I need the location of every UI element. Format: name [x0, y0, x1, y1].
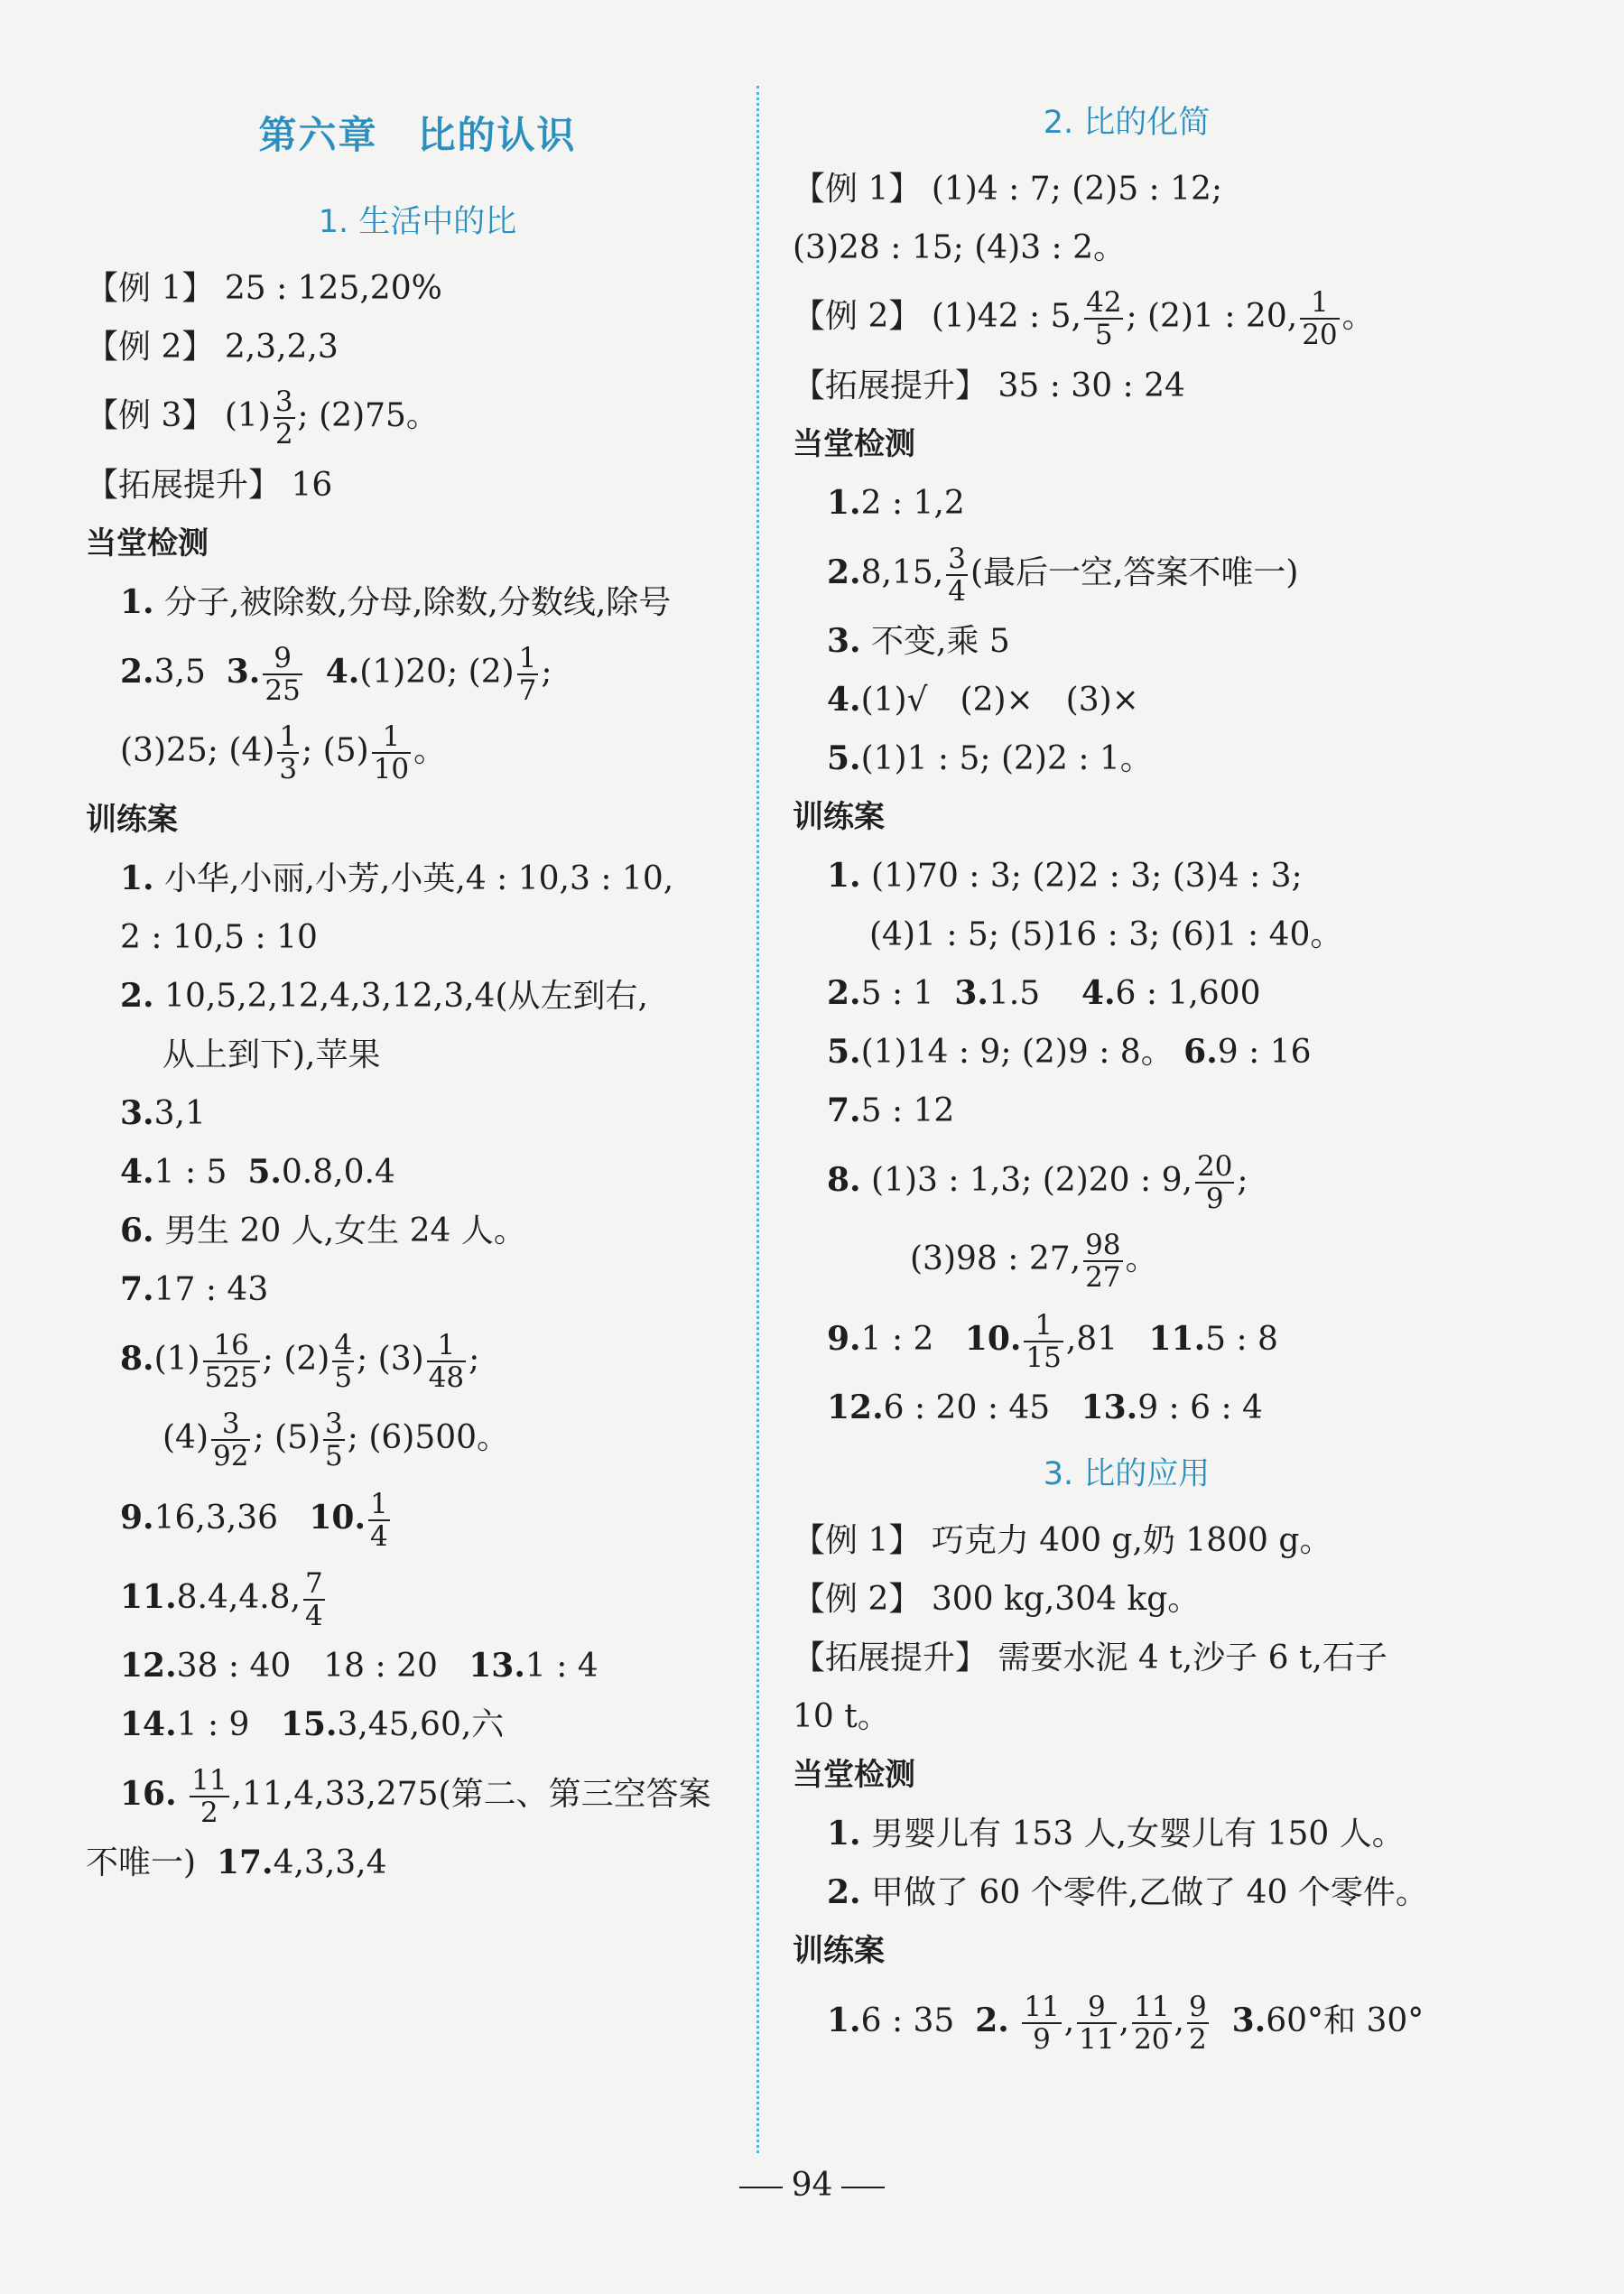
train-4-5: 4.1 : 5 5.0.8,0.4 — [120, 1153, 395, 1191]
fraction: $\frac{1}{7}$ — [518, 642, 537, 707]
fraction: $\frac{1}{10}$ — [373, 720, 410, 785]
column-divider — [756, 86, 759, 2153]
fraction: $\frac{9}{11}$ — [1079, 1991, 1115, 2056]
s3-example-1: 【例 1】 巧克力 400 g,奶 1800 g。 — [793, 1522, 1332, 1559]
answer: ; (2)75。 — [297, 397, 439, 434]
answer: 16 — [291, 467, 333, 504]
train-8-cont: (3)98 : 27, $\frac{98}{27}$ 。 — [910, 1229, 1158, 1294]
example-3 — [86, 376, 749, 456]
train-14-15: 14.1 : 9 15.3,45,60,六 — [120, 1705, 505, 1743]
s3-check-2: 2. 甲做了 60 个零件,乙做了 40 个零件。 — [827, 1873, 1428, 1911]
section-title-3: 3. 比的应用 — [1043, 1456, 1211, 1492]
label: 【例 1】 — [793, 171, 922, 208]
train-5-6: 5.(1)14 : 9; (2)9 : 8。 6.9 : 16 — [827, 1033, 1312, 1071]
fraction: $\frac{3}{4}$ — [948, 543, 966, 608]
fraction: $\frac{11}{2}$ — [191, 1764, 227, 1829]
fraction: $\frac{7}{4}$ — [305, 1567, 323, 1632]
s3-example-2: 【例 2】 300 kg,304 kg。 — [793, 1581, 1201, 1618]
s3-heading-training: 训练案 — [793, 1933, 885, 1969]
left-column — [86, 86, 749, 1892]
check-1: 1.2 : 1,2 — [827, 484, 965, 522]
check-3: 3. 不变,乘 5 — [827, 622, 1010, 660]
answer: 2,3,2,3 — [224, 329, 339, 366]
s3-extension: 【拓展提升】 需要水泥 4 t,沙子 6 t,石子 — [793, 1639, 1387, 1676]
fraction: $\frac{1}{3}$ — [279, 720, 298, 785]
chapter-title: 第六章 比的认识 — [258, 113, 577, 157]
fraction: $\frac{3}{5}$ — [325, 1407, 343, 1472]
answer: (1) — [224, 397, 271, 434]
train-1: 1. 小华,小丽,小芳,小英,4 : 10,3 : 10, — [120, 859, 674, 897]
fraction: $\frac{4}{5}$ — [334, 1329, 353, 1394]
example-2 — [86, 318, 749, 376]
train-12-13: 12.6 : 20 : 45 13.9 : 6 : 4 — [827, 1388, 1263, 1426]
check-5: 5.(1)1 : 5; (2)2 : 1。 — [827, 739, 1153, 777]
example-2: 【例 2】 (1)42 : 5, $\frac{42}{5}$ ; (2)1 : 20, $\frac{1}{20}$ 。 — [793, 286, 1375, 351]
page-footer — [0, 2167, 1624, 2204]
label: 【例 3】 — [86, 397, 215, 434]
train-2-cont: 从上到下),苹果 — [162, 1036, 381, 1073]
train-9-10: 9.16,3,36 10. $\frac{1}{4}$ — [120, 1488, 388, 1553]
example-1: 【例 1】 (1)4 : 7; (2)5 : 12; — [793, 171, 1223, 208]
right-column — [793, 86, 1461, 2060]
label: 【例 1】 — [86, 270, 215, 307]
s3-heading-check: 当堂检测 — [793, 1757, 915, 1793]
s3-extension-cont: 10 t。 — [793, 1698, 890, 1735]
page-number: 94 — [791, 2167, 833, 2204]
train-2-4: 2.5 : 1 3.1.5 4.6 : 1,600 — [827, 974, 1261, 1012]
check-4: 4.(1)√ (2)× (3)× — [827, 681, 1139, 719]
fraction: $\frac{3}{2}$ — [274, 385, 293, 450]
example-1 — [86, 259, 749, 318]
train-9-11: 9.1 : 2 10. $\frac{1}{15}$ ,81 11.5 : 8 — [827, 1309, 1278, 1374]
s3-check-1: 1. 男婴儿有 153 人,女婴儿有 150 人。 — [827, 1815, 1405, 1853]
fraction: $\frac{16}{525}$ — [204, 1329, 258, 1394]
fraction: $\frac{1}{4}$ — [370, 1488, 388, 1553]
fraction: $\frac{11}{20}$ — [1134, 1991, 1170, 2056]
fraction: $\frac{11}{9}$ — [1024, 1991, 1060, 2056]
fraction: $\frac{42}{5}$ — [1085, 286, 1122, 351]
train-7: 7.5 : 12 — [827, 1091, 955, 1129]
train-3: 3.3,1 — [120, 1094, 206, 1132]
train-2: 2. 10,5,2,12,4,3,12,3,4(从左到右, — [120, 977, 648, 1015]
check-2: 2.8,15, $\frac{3}{4}$ (最后一空,答案不唯一) — [827, 543, 1299, 608]
fraction: $\frac{20}{9}$ — [1196, 1150, 1233, 1215]
answer: 25 : 125,20% — [224, 270, 442, 307]
check-2-4: 2.3,5 3. $\frac{9}{25}$ 4.(1)20; (2) $\frac{1}{7}$ ; — [120, 642, 552, 707]
fraction: $\frac{3}{92}$ — [213, 1407, 249, 1472]
train-12-13: 12.38 : 40 18 : 20 13.1 : 4 — [120, 1647, 599, 1685]
fraction: $\frac{1}{20}$ — [1302, 286, 1338, 351]
train-6: 6. 男生 20 人,女生 24 人。 — [120, 1212, 526, 1249]
check-1: 1. 分子,被除数,分母,除数,分数线,除号 — [120, 583, 672, 621]
label: 【拓展提升】 — [793, 367, 988, 404]
footer-dash — [841, 2187, 885, 2188]
heading-training: 训练案 — [793, 799, 885, 835]
train-1-cont: 2 : 10,5 : 10 — [120, 919, 318, 956]
section-title-2: 2. 比的化简 — [1043, 105, 1211, 141]
train-7: 7.17 : 43 — [120, 1270, 269, 1308]
train-11: 11.8.4,4.8, $\frac{7}{4}$ — [120, 1567, 323, 1632]
train-8-cont: (4) $\frac{3}{92}$ ; (5) $\frac{3}{5}$ ; (6)500。 — [162, 1407, 510, 1472]
heading-check: 当堂检测 — [86, 525, 209, 562]
section-title-1: 1. 生活中的比 — [318, 204, 517, 240]
train-8: 8.(1) $\frac{16}{525}$ ; (2) $\frac{4}{5}$ ; (3) $\frac{1}{48}$ ; — [120, 1329, 480, 1394]
train-1: 1. (1)70 : 3; (2)2 : 3; (3)4 : 3; — [827, 857, 1303, 895]
extension — [86, 456, 749, 515]
label: 【拓展提升】 — [86, 467, 282, 504]
label: 【例 2】 — [793, 298, 922, 335]
fraction: $\frac{98}{27}$ — [1085, 1229, 1121, 1294]
train-1-cont: (4)1 : 5; (5)16 : 3; (6)1 : 40。 — [869, 916, 1343, 953]
check-4-cont: (3)25; (4) $\frac{1}{3}$ ; (5) $\frac{1}{10}$ 。 — [120, 720, 447, 785]
train-16: 16. $\frac{11}{2}$ ,11,4,33,275(第二、第三空答案 — [120, 1764, 711, 1829]
label: 【例 2】 — [86, 329, 215, 366]
extension: 【拓展提升】 35 : 30 : 24 — [793, 367, 1185, 404]
fraction: $\frac{1}{15}$ — [1025, 1309, 1062, 1374]
fraction: $\frac{9}{2}$ — [1188, 1991, 1207, 2056]
example-1-cont: (3)28 : 15; (4)3 : 2。 — [793, 229, 1127, 266]
fraction: $\frac{9}{25}$ — [264, 642, 301, 707]
train-16-17: 不唯一) 17.4,3,3,4 — [86, 1844, 387, 1881]
heading-check: 当堂检测 — [793, 426, 915, 462]
fraction: $\frac{1}{48}$ — [428, 1329, 465, 1394]
s3-train-1-3: 1.6 : 35 2. $\frac{11}{9}$ , $\frac{9}{11}$ , $\frac{11}{20}$ , $\frac{9}{2}$ 3.60°和 30° — [827, 1991, 1424, 2056]
heading-training: 训练案 — [86, 802, 178, 838]
train-8: 8. (1)3 : 1,3; (2)20 : 9, $\frac{20}{9}$ ; — [827, 1150, 1248, 1215]
footer-dash — [739, 2187, 783, 2188]
